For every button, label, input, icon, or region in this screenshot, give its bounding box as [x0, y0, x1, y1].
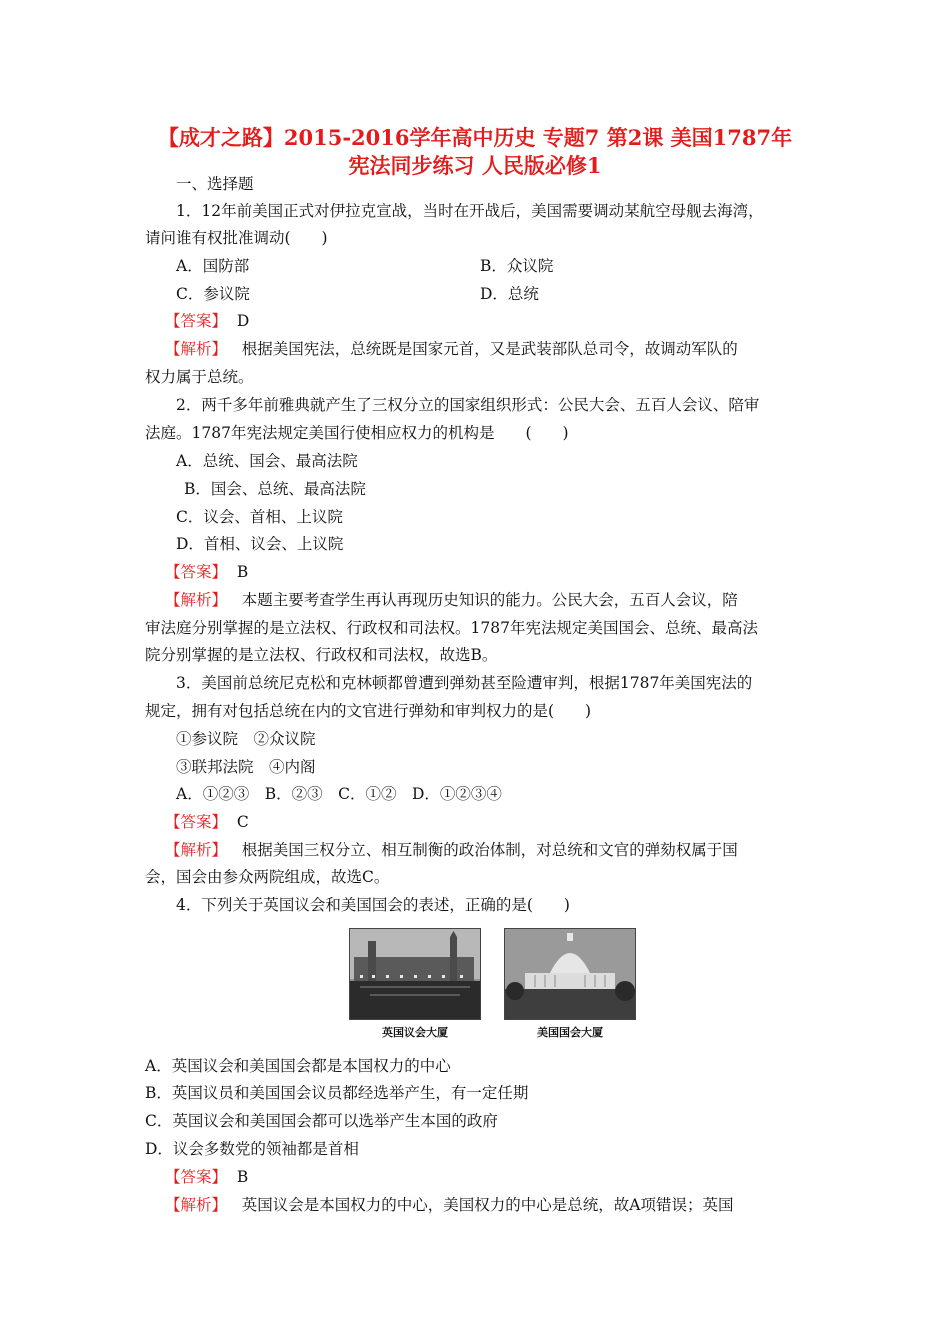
answer-tag: 【答案】	[165, 1168, 228, 1186]
answer-tag: 【答案】	[165, 563, 228, 581]
q4-option-a: A．英国议会和美国国会都是本国权力的中心	[145, 1057, 451, 1075]
q1-stem-line2: 请问谁有权批准调动( )	[145, 229, 328, 247]
q1-option-b: B．众议院	[480, 257, 554, 275]
q3-analysis-line2: 会，国会由参众两院组成，故选C。	[145, 868, 390, 886]
q2-stem-line2: 法庭。1787年宪法规定美国行使相应权力的机构是 ( )	[145, 424, 569, 442]
q4-option-d: D．议会多数党的领袖都是首相	[145, 1140, 359, 1158]
us-capitol-drawing	[505, 929, 635, 1019]
q3-items-line1: ①参议院 ②众议院	[176, 730, 316, 748]
q4-analysis-text1: 英国议会是本国权力的中心，美国权力的中心是总统，故A项错误；英国	[241, 1196, 734, 1214]
q1-analysis-text1: 根据美国宪法，总统既是国家元首，又是武装部队总司令，故调动军队的	[241, 340, 738, 358]
uk-parliament-caption: 英国议会大厦	[382, 1026, 448, 1039]
analysis-tag: 【解析】	[165, 340, 228, 358]
q4-analysis-line1	[165, 1195, 734, 1215]
q3-stem-line1: 3．美国前总统尼克松和克林顿都曾遭到弹劾甚至险遭审判，根据1787年美国宪法的	[176, 674, 753, 692]
q4-option-b: B．英国议员和美国国会议员都经选举产生，有一定任期	[145, 1084, 529, 1102]
q3-analysis-line1	[165, 840, 738, 860]
q2-stem-line1: 2．两千多年前雅典就产生了三权分立的国家组织形式：公民大会、五百人会议、陪审	[176, 396, 760, 414]
us-capitol-caption: 美国国会大厦	[537, 1026, 603, 1039]
q4-answer-value: B	[236, 1168, 249, 1186]
q2-analysis-line2: 审法庭分别掌握的是立法权、行政权和司法权。1787年宪法规定美国国会、总统、最高法	[145, 619, 758, 637]
figure-uk-parliament	[349, 928, 481, 1040]
q1-analysis-line1	[165, 339, 738, 359]
document-title	[130, 124, 820, 180]
q3-answer-value: C	[236, 813, 249, 831]
q2-option-c: C．议会、首相、上议院	[176, 508, 343, 526]
q3-stem-line2: 规定，拥有对包括总统在内的文官进行弹劾和审判权力的是( )	[145, 702, 592, 720]
answer-tag: 【答案】	[165, 312, 228, 330]
q1-answer	[165, 311, 249, 331]
analysis-tag: 【解析】	[165, 841, 228, 859]
q2-answer	[165, 562, 248, 582]
q4-answer	[165, 1167, 248, 1187]
q2-analysis-text1: 本题主要考查学生再认再现历史知识的能力。公民大会，五百人会议，陪	[241, 591, 738, 609]
q2-analysis-line1	[165, 590, 738, 610]
q1-stem-line1: 1．12年前美国正式对伊拉克宣战，当时在开战后，美国需要调动某航空母舰去海湾，	[176, 202, 764, 220]
figure-us-capitol	[504, 928, 636, 1040]
analysis-tag: 【解析】	[165, 591, 228, 609]
q1-option-d: D．总统	[480, 285, 539, 303]
q1-analysis-line2: 权力属于总统。	[145, 368, 254, 386]
q3-analysis-text1: 根据美国三权分立、相互制衡的政治体制，对总统和文官的弹劾权属于国	[241, 841, 738, 859]
q1-answer-value: D	[236, 312, 250, 330]
analysis-tag: 【解析】	[165, 1196, 228, 1214]
q1-option-c: C．参议院	[176, 285, 250, 303]
title-line-2: 宪法同步练习 人民版必修1	[348, 153, 602, 178]
q4-option-c: C．英国议会和美国国会都可以选举产生本国的政府	[145, 1112, 498, 1130]
q2-option-d: D．首相、议会、上议院	[176, 535, 344, 553]
uk-parliament-photo	[349, 928, 481, 1020]
section-heading: 一、选择题	[176, 175, 254, 193]
q2-analysis-line3: 院分别掌握的是立法权、行政权和司法权，故选B。	[145, 646, 498, 664]
us-capitol-photo	[504, 928, 636, 1020]
uk-parliament-drawing	[350, 929, 480, 1019]
q2-answer-value: B	[236, 563, 249, 581]
q3-items-line2: ③联邦法院 ④内阁	[176, 758, 316, 776]
q3-answer	[165, 812, 249, 832]
q2-option-a: A．总统、国会、最高法院	[176, 452, 358, 470]
q3-options: A．①②③ B．②③ C．①② D．①②③④	[176, 785, 502, 803]
answer-tag: 【答案】	[165, 813, 228, 831]
q1-option-a: A．国防部	[176, 257, 250, 275]
title-line-1: 【成才之路】2015-2016学年高中历史 专题7 第2课 美国1787年	[157, 125, 793, 150]
q4-stem: 4．下列关于英国议会和美国国会的表述，正确的是( )	[176, 896, 570, 914]
q2-option-b: B．国会、总统、最高法院	[184, 480, 366, 498]
